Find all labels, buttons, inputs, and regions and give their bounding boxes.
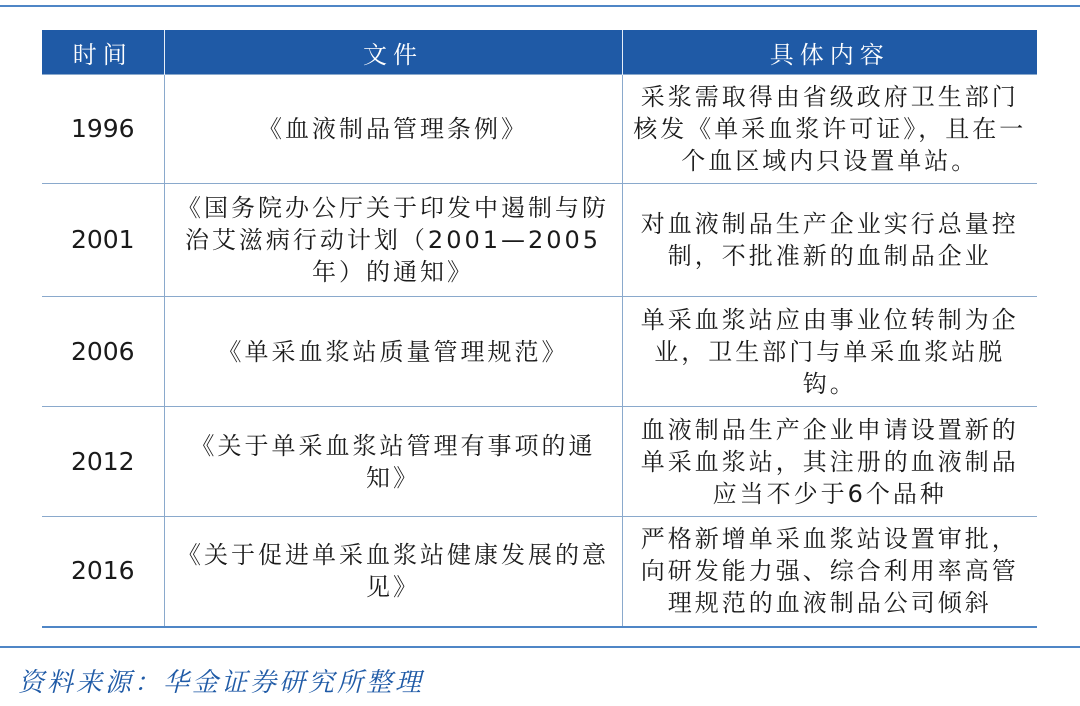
row-document: 《单采血浆站质量管理规范》 [164,297,622,407]
header-time: 时间 [42,30,164,75]
row-year: 2016 [42,517,164,627]
table-row [42,75,1037,184]
row-year: 2012 [42,407,164,517]
row-content: 血液制品生产企业申请设置新的单采血浆站，其注册的血液制品应当不少于6个品种 [622,407,1037,517]
row-document: 《关于促进单采血浆站健康发展的意见》 [164,517,622,627]
row-content: 单采血浆站应由事业位转制为企业，卫生部门与单采血浆站脱钩。 [622,297,1037,407]
row-year: 1996 [42,75,164,184]
header-content: 具体内容 [622,30,1037,75]
header-document: 文件 [164,30,622,75]
row-year: 2001 [42,184,164,297]
source-note: 资料来源：华金证券研究所整理 [18,668,425,698]
top-divider [0,5,1080,7]
bottom-divider [0,646,1080,648]
row-content: 对血液制品生产企业实行总量控制，不批准新的血制品企业 [622,184,1037,297]
table-row [42,517,1037,627]
table-row [42,297,1037,407]
row-year: 2006 [42,297,164,407]
row-document: 《国务院办公厅关于印发中遏制与防治艾滋病行动计划（2001—2005年）的通知》 [164,184,622,297]
table-row [42,407,1037,517]
table-header-row [42,30,1037,75]
row-document: 《关于单采血浆站管理有事项的通知》 [164,407,622,517]
row-content: 采浆需取得由省级政府卫生部门核发《单采血浆许可证》，且在一个血区域内只设置单站。 [622,75,1037,184]
row-document: 《血液制品管理条例》 [164,75,622,184]
policy-table [42,30,1037,628]
table-row [42,184,1037,297]
row-content: 严格新增单采血浆站设置审批，向研发能力强、综合利用率高管理规范的血液制品公司倾斜 [622,517,1037,627]
